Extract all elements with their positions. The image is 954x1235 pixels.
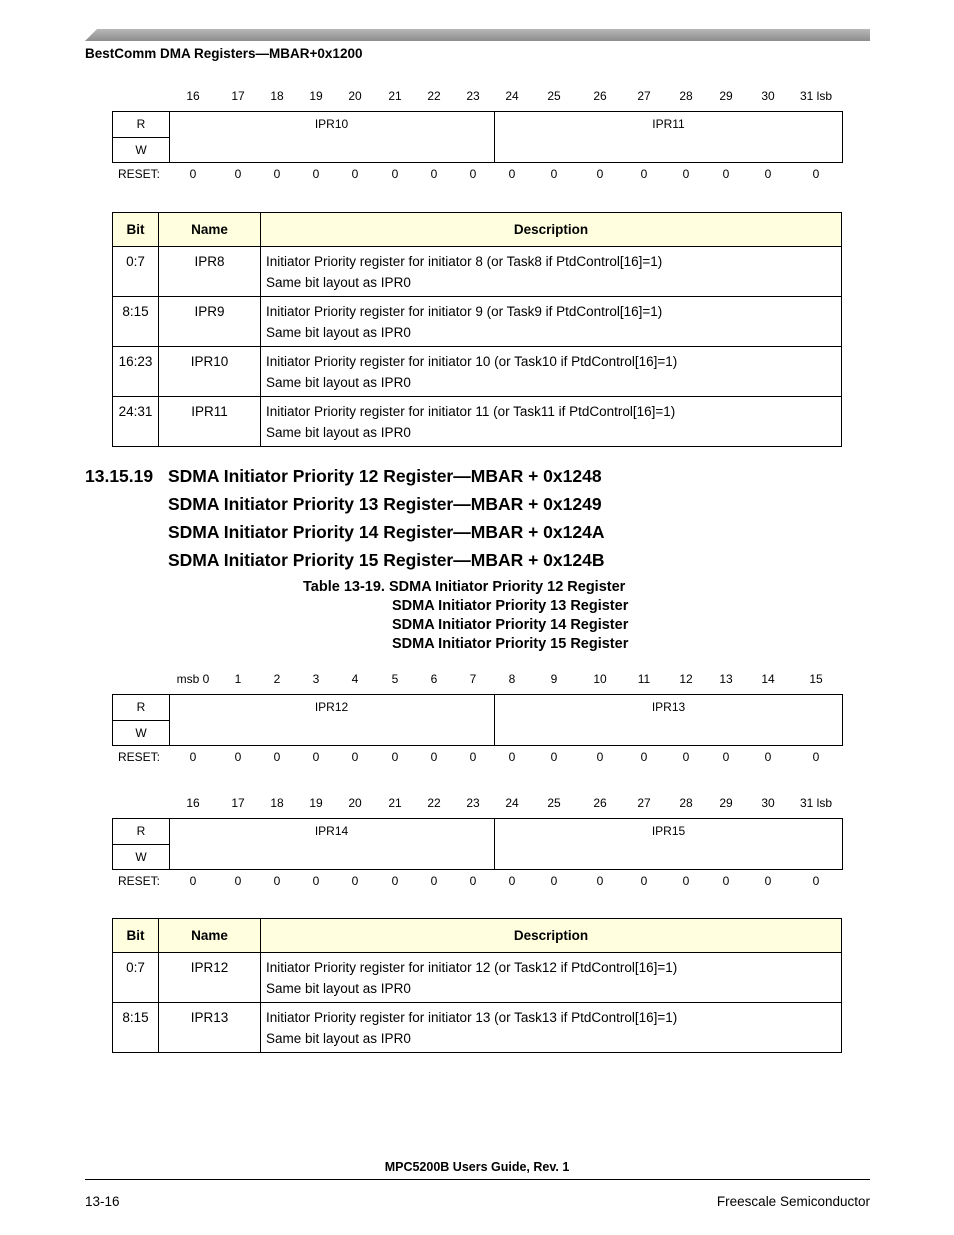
bit-number-row xyxy=(112,796,843,812)
bit-number: 18 xyxy=(270,796,284,810)
rw-column xyxy=(113,112,170,162)
bit-number: 3 xyxy=(312,672,320,686)
reset-value: 0 xyxy=(391,167,399,181)
field-description-table-ipr8-11 xyxy=(112,212,842,447)
reset-value: 0 xyxy=(391,750,399,764)
description-line: Same bit layout as IPR0 xyxy=(266,325,411,340)
bit-number: 19 xyxy=(309,796,323,810)
reset-value: 0 xyxy=(508,874,516,888)
table-row xyxy=(113,1003,842,1053)
name-cell: IPR10 xyxy=(159,347,261,397)
rw-column xyxy=(113,695,170,745)
bit-number-row xyxy=(112,89,843,105)
description-cell xyxy=(261,953,842,1003)
table-caption xyxy=(303,578,628,654)
bit-number: 23 xyxy=(466,89,480,103)
column-header-bit: Bit xyxy=(113,919,159,953)
bit-number: 5 xyxy=(391,672,399,686)
bit-number: 18 xyxy=(270,89,284,103)
bit-number: 27 xyxy=(637,796,651,810)
reset-value: 0 xyxy=(351,750,359,764)
reset-value: 0 xyxy=(469,874,477,888)
reset-value: 0 xyxy=(312,167,320,181)
bit-cell: 8:15 xyxy=(113,1003,159,1053)
description-cell xyxy=(261,397,842,447)
field-ipr10: IPR10 xyxy=(169,112,495,162)
table-row xyxy=(113,953,842,1003)
bit-number: 24 xyxy=(505,796,519,810)
reset-value: 0 xyxy=(682,874,690,888)
reset-value: 0 xyxy=(812,167,820,181)
bit-cell: 0:7 xyxy=(113,247,159,297)
bit-number: 31 lsb xyxy=(799,89,833,103)
bit-number: 22 xyxy=(427,89,441,103)
reset-value: 0 xyxy=(430,750,438,764)
bit-number-row xyxy=(112,672,843,688)
bit-number: 30 xyxy=(761,796,775,810)
name-cell: IPR12 xyxy=(159,953,261,1003)
field-ipr11: IPR11 xyxy=(652,117,685,131)
reset-value: 0 xyxy=(722,167,730,181)
bit-number: 31 lsb xyxy=(799,796,833,810)
bit-number: 13 xyxy=(719,672,733,686)
reset-value: 0 xyxy=(596,750,604,764)
column-header-name: Name xyxy=(159,919,261,953)
section-title-line: SDMA Initiator Priority 14 Register—MBAR + 0x124A xyxy=(168,522,605,542)
column-header-description: Description xyxy=(261,213,842,247)
description-line: Same bit layout as IPR0 xyxy=(266,1031,411,1046)
caption-line: SDMA Initiator Priority 15 Register xyxy=(392,636,629,652)
description-line: Same bit layout as IPR0 xyxy=(266,425,411,440)
field-ipr12: IPR12 xyxy=(169,695,495,745)
description-line: Same bit layout as IPR0 xyxy=(266,275,411,290)
bit-number: msb 0 xyxy=(176,672,210,686)
field-description-table-ipr12-13 xyxy=(112,918,842,1053)
bit-number: 29 xyxy=(719,796,733,810)
bit-number: 1 xyxy=(234,672,242,686)
reset-value: 0 xyxy=(550,874,558,888)
bit-number: 12 xyxy=(679,672,693,686)
description-line: Initiator Priority register for initiator 8 (or Task8 if PtdControl[16]=1) xyxy=(266,254,663,269)
reset-label: RESET: xyxy=(118,167,161,181)
register-box xyxy=(112,111,843,163)
bit-cell: 0:7 xyxy=(113,953,159,1003)
reset-value: 0 xyxy=(189,874,197,888)
section-title xyxy=(168,462,604,574)
bit-number: 20 xyxy=(348,89,362,103)
reset-row xyxy=(112,167,843,185)
section-title-line: SDMA Initiator Priority 13 Register—MBAR + 0x1249 xyxy=(168,494,602,514)
reset-value: 0 xyxy=(234,167,242,181)
name-cell: IPR8 xyxy=(159,247,261,297)
field-ipr15: IPR15 xyxy=(651,824,686,838)
bit-number: 26 xyxy=(593,796,607,810)
footer-company: Freescale Semiconductor xyxy=(716,1194,870,1209)
reset-value: 0 xyxy=(812,874,820,888)
write-label: W xyxy=(135,143,147,157)
column-header-bit: Bit xyxy=(113,213,159,247)
reset-value: 0 xyxy=(273,750,281,764)
reset-value: 0 xyxy=(640,167,648,181)
reset-value: 0 xyxy=(596,874,604,888)
caption-line: Table 13-19. SDMA Initiator Priority 12 Register xyxy=(303,579,626,595)
bit-number: 16 xyxy=(186,89,200,103)
reset-value: 0 xyxy=(273,874,281,888)
bit-number: 20 xyxy=(348,796,362,810)
reset-value: 0 xyxy=(596,167,604,181)
reset-value: 0 xyxy=(550,167,558,181)
footer-rule xyxy=(85,1179,870,1180)
bit-number: 8 xyxy=(508,672,516,686)
header-rule xyxy=(85,29,870,41)
bit-number: 19 xyxy=(309,89,323,103)
reset-value: 0 xyxy=(189,750,197,764)
field-ipr13: IPR13 xyxy=(651,700,686,714)
reset-value: 0 xyxy=(351,167,359,181)
reset-value: 0 xyxy=(722,874,730,888)
reset-value: 0 xyxy=(469,167,477,181)
name-cell: IPR11 xyxy=(159,397,261,447)
table-row xyxy=(113,297,842,347)
reset-row xyxy=(112,874,843,892)
bit-number: 21 xyxy=(388,796,402,810)
description-line: Initiator Priority register for initiator 13 (or Task13 if PtdControl[16]=1) xyxy=(266,1010,678,1025)
bit-number: 24 xyxy=(505,89,519,103)
reset-value: 0 xyxy=(764,750,772,764)
bit-number: 28 xyxy=(679,796,693,810)
section-title-line: SDMA Initiator Priority 12 Register—MBAR + 0x1248 xyxy=(168,466,602,486)
caption-line: SDMA Initiator Priority 14 Register xyxy=(392,617,629,633)
description-cell xyxy=(261,347,842,397)
write-label: W xyxy=(135,726,147,740)
table-row xyxy=(113,247,842,297)
bit-number: 23 xyxy=(466,796,480,810)
bit-number: 15 xyxy=(809,672,823,686)
reset-value: 0 xyxy=(640,874,648,888)
reset-value: 0 xyxy=(508,167,516,181)
bit-number: 6 xyxy=(430,672,438,686)
section-title-line: SDMA Initiator Priority 15 Register—MBAR + 0x124B xyxy=(168,550,605,570)
reset-value: 0 xyxy=(430,167,438,181)
bit-number: 27 xyxy=(637,89,651,103)
description-cell xyxy=(261,247,842,297)
write-label: W xyxy=(135,850,147,864)
reset-value: 0 xyxy=(189,167,197,181)
bit-number: 2 xyxy=(273,672,281,686)
bit-number: 21 xyxy=(388,89,402,103)
bit-number: 28 xyxy=(679,89,693,103)
bit-number: 22 xyxy=(427,796,441,810)
bit-number: 30 xyxy=(761,89,775,103)
bit-number: 11 xyxy=(637,672,651,686)
register-box xyxy=(112,694,843,746)
bit-number: 25 xyxy=(547,89,561,103)
column-header-description: Description xyxy=(261,919,842,953)
reset-value: 0 xyxy=(682,167,690,181)
name-cell: IPR9 xyxy=(159,297,261,347)
bit-number: 10 xyxy=(593,672,607,686)
table-row xyxy=(113,397,842,447)
field-ipr14: IPR14 xyxy=(169,819,495,869)
description-line: Initiator Priority register for initiator 12 (or Task12 if PtdControl[16]=1) xyxy=(266,960,678,975)
bit-number: 17 xyxy=(231,89,245,103)
bit-number: 7 xyxy=(469,672,477,686)
reset-value: 0 xyxy=(508,750,516,764)
reset-label: RESET: xyxy=(118,874,161,888)
description-line: Same bit layout as IPR0 xyxy=(266,981,411,996)
reset-value: 0 xyxy=(764,167,772,181)
column-header-name: Name xyxy=(159,213,261,247)
reset-value: 0 xyxy=(430,874,438,888)
description-line: Same bit layout as IPR0 xyxy=(266,375,411,390)
register-box xyxy=(112,818,843,870)
reset-value: 0 xyxy=(469,750,477,764)
reset-value: 0 xyxy=(764,874,772,888)
bit-number: 17 xyxy=(231,796,245,810)
reset-row xyxy=(112,750,843,768)
description-cell xyxy=(261,297,842,347)
reset-value: 0 xyxy=(391,874,399,888)
reset-value: 0 xyxy=(273,167,281,181)
bit-cell: 8:15 xyxy=(113,297,159,347)
bit-number: 9 xyxy=(550,672,558,686)
caption-line: SDMA Initiator Priority 13 Register xyxy=(392,598,629,614)
description-line: Initiator Priority register for initiator 10 (or Task10 if PtdControl[16]=1) xyxy=(266,354,678,369)
table-row xyxy=(113,347,842,397)
reset-value: 0 xyxy=(234,874,242,888)
reset-value: 0 xyxy=(682,750,690,764)
reset-value: 0 xyxy=(550,750,558,764)
running-head: BestComm DMA Registers—MBAR+0x1200 xyxy=(85,46,363,61)
bit-number: 4 xyxy=(351,672,359,686)
read-label: R xyxy=(113,695,169,721)
register-diagram-ipr14-ipr15 xyxy=(112,796,843,892)
page-number: 13-16 xyxy=(85,1194,120,1209)
footer-document-title: MPC5200B Users Guide, Rev. 1 xyxy=(384,1160,570,1174)
read-label: R xyxy=(113,819,169,845)
bit-number: 26 xyxy=(593,89,607,103)
description-line: Initiator Priority register for initiator 11 (or Task11 if PtdControl[16]=1) xyxy=(266,404,676,419)
description-line: Initiator Priority register for initiator 9 (or Task9 if PtdControl[16]=1) xyxy=(266,304,663,319)
reset-value: 0 xyxy=(640,750,648,764)
reset-value: 0 xyxy=(312,874,320,888)
read-label: R xyxy=(113,112,169,138)
bit-cell: 24:31 xyxy=(113,397,159,447)
reset-value: 0 xyxy=(722,750,730,764)
bit-number: 14 xyxy=(761,672,775,686)
reset-value: 0 xyxy=(234,750,242,764)
register-diagram-ipr10-ipr11 xyxy=(112,89,843,185)
register-diagram-ipr12-ipr13 xyxy=(112,672,843,768)
reset-label: RESET: xyxy=(118,750,161,764)
bit-number: 16 xyxy=(186,796,200,810)
section-number: 13.15.19 xyxy=(85,466,154,486)
rw-column xyxy=(113,819,170,869)
description-cell xyxy=(261,1003,842,1053)
reset-value: 0 xyxy=(812,750,820,764)
bit-number: 29 xyxy=(719,89,733,103)
reset-value: 0 xyxy=(312,750,320,764)
reset-value: 0 xyxy=(351,874,359,888)
name-cell: IPR13 xyxy=(159,1003,261,1053)
bit-cell: 16:23 xyxy=(113,347,159,397)
bit-number: 25 xyxy=(547,796,561,810)
